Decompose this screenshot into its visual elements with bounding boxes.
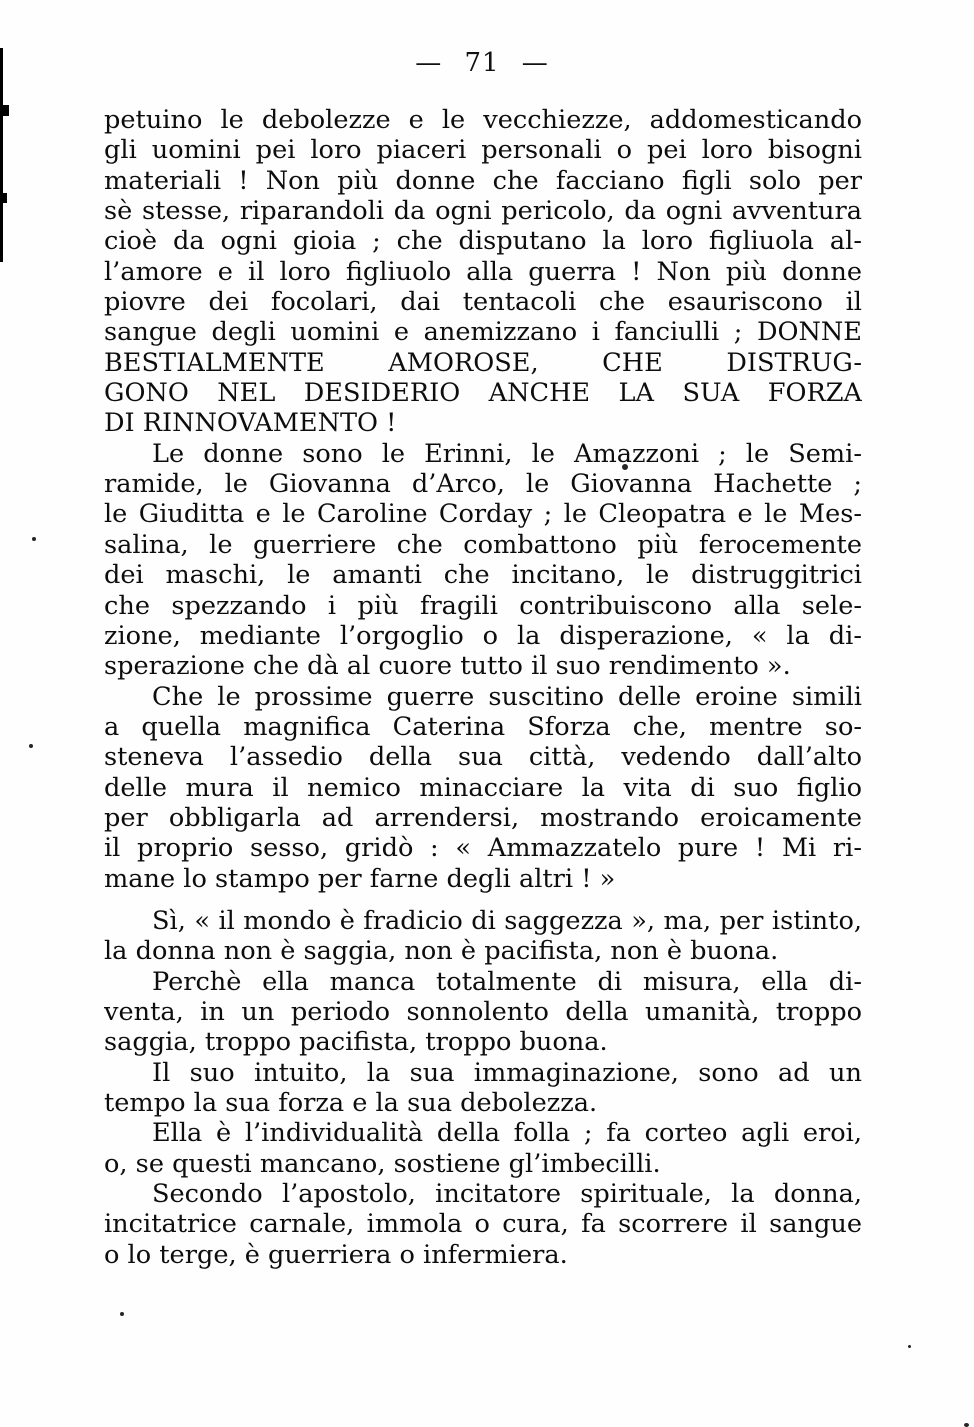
paragraph	[104, 906, 862, 967]
text-line: ramide, le Giovanna d’Arco, le Giovanna Hachette ;	[104, 469, 862, 500]
paragraph	[104, 967, 862, 1058]
paragraph	[104, 682, 862, 894]
text-line: il proprio sesso, gridò : « Ammazzatelo pure ! Mi ri-	[104, 833, 862, 864]
text-line: Che le prossime guerre suscitino delle eroine simili	[152, 681, 862, 712]
scan-speck	[964, 1423, 969, 1427]
paragraph	[104, 1118, 862, 1179]
text-line: gli uomini pei loro piaceri personali o pei loro bisogni	[104, 135, 862, 166]
paragraph	[104, 439, 862, 682]
text-line: petuino le debolezze e le vecchiezze, addomesticando	[104, 105, 862, 135]
text-line: le Giuditta e le Caroline Corday ; le Cleopatra e le Mes-	[104, 499, 862, 530]
text-line: l’amore e il loro figliuolo alla guerra ! Non più donne	[104, 256, 862, 287]
text-line: GONO NEL DESIDERIO ANCHE LA SUA FORZA	[104, 378, 862, 409]
text-line: o, se questi mancano, sostiene gl’imbecilli.	[104, 1148, 661, 1179]
text-line: dei maschi, le amanti che incitano, le distruggitrici	[104, 560, 862, 591]
text-line: la donna non è saggia, non è pacifista, non è buona.	[104, 936, 779, 967]
paragraph	[104, 105, 862, 439]
text-line: BESTIALMENTE AMOROSE, CHE DISTRUG-	[104, 347, 862, 378]
text-line: o lo terge, è guerriera o infermiera.	[104, 1239, 568, 1270]
text-line: salina, le guerriere che combattono più ferocemente	[104, 529, 862, 560]
text-line: Ella è l’individualità della folla ; fa corteo agli eroi,	[152, 1118, 862, 1149]
text-line: sperazione che dà al cuore tutto il suo rendimento ».	[104, 651, 791, 682]
text-line: Perchè ella manca totalmente di misura, ella di-	[152, 966, 862, 997]
scan-speck	[32, 537, 36, 541]
text-line: sangue degli uomini e anemizzano i fanciulli ; DONNE	[104, 317, 862, 348]
paragraph	[104, 1179, 862, 1270]
text-line: a quella magnifica Caterina Sforza che, mentre so-	[104, 711, 862, 742]
text-line: tempo la sua forza e la sua debolezza.	[104, 1088, 598, 1118]
text-line: Secondo l’apostolo, incitatore spirituale, la donna,	[152, 1179, 862, 1210]
text-line: sè stesse, riparandoli da ogni pericolo, da ogni avventura	[104, 196, 862, 227]
text-line: DI RINNOVAMENTO !	[104, 408, 397, 439]
text-line: zione, mediante l’orgoglio o la disperazione, « la di-	[104, 620, 862, 651]
paragraph	[104, 1058, 862, 1119]
text-line: che spezzando i più fragili contribuiscono alla sele-	[104, 590, 862, 621]
page-header	[0, 48, 964, 78]
scan-edge-bar	[0, 48, 3, 262]
text-line: per obbligarla ad arrendersi, mostrando eroicamente	[104, 802, 862, 833]
scan-edge-notch	[0, 105, 9, 116]
text-line: steneva l’assedio della sua città, vedendo dall’alto	[104, 742, 862, 773]
text-line: Le donne sono le Erinni, le Amazzoni ; le Semi-	[152, 438, 862, 469]
text-line: Sì, « il mondo è fradicio di saggezza », ma, per istinto,	[152, 905, 862, 936]
page-text	[104, 105, 862, 1270]
text-line: saggia, troppo pacifista, troppo buona.	[104, 1027, 608, 1058]
text-line: materiali ! Non più donne che facciano figli solo per	[104, 165, 862, 196]
text-line: piovre dei focolari, dai tentacoli che esauriscono il	[104, 287, 862, 318]
text-line: cioè da ogni gioia ; che disputano la loro figliuola al-	[104, 226, 862, 257]
text-line: mane lo stampo per farne degli altri ! »	[104, 863, 616, 894]
text-line: venta, in un periodo sonnolento della umanità, troppo	[104, 996, 862, 1027]
scan-speck	[120, 1312, 124, 1316]
text-line: delle mura il nemico minacciare la vita di suo figlio	[104, 772, 862, 803]
text-line: Il suo intuito, la sua immaginazione, sono ad un	[152, 1057, 862, 1088]
text-line: incitatrice carnale, immola o cura, fa scorrere il sangue	[104, 1209, 862, 1240]
scan-speck	[29, 744, 33, 748]
page-number: — 71 —	[415, 48, 549, 78]
scan-edge-notch	[0, 193, 7, 203]
scan-speck	[908, 1345, 911, 1348]
